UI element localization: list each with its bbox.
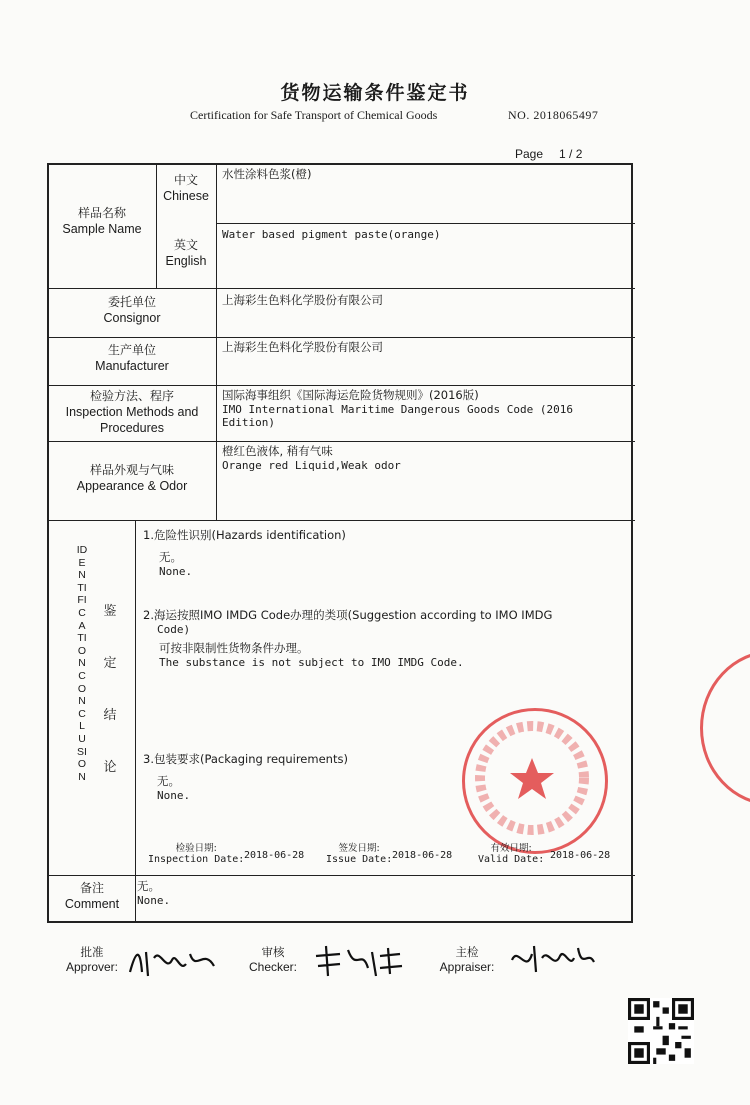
page-label: Page (515, 147, 544, 161)
page-indicator (515, 147, 582, 161)
identification-conclusion-vertical-label: IDENTIFICATION CONCLUSION (76, 544, 88, 783)
inspection-methods-value: 国际海事组织《国际海运危险货物规则》(2016版) IMO International Maritime Dangerous Goods Code (2016 Edition) (222, 388, 573, 429)
manufacturer-label: 生产单位 Manufacturer (95, 343, 169, 373)
document-title-en: Certification for Safe Transport of Chemical Goods (190, 108, 438, 122)
edge-seal-stamp (700, 650, 750, 806)
comment-label: 备注 Comment (64, 881, 120, 911)
comment-value: 无。 None. (137, 879, 171, 907)
inspection-date-value: 2018-06-28 (244, 850, 305, 861)
english-label: 英文 English (165, 238, 207, 268)
checker-label: 审核 Checker: (248, 945, 298, 974)
appraiser-label: 主检 Appraiser: (439, 945, 495, 974)
issue-date-value: 2018-06-28 (392, 850, 453, 861)
conclusion-item-2: 2.海运按照IMO IMDG Code办理的类项(Suggestion according to IMO IMDG Code) 可按非限制性货物条件办理。 The substance is not subject to IMO IMDG Code. (143, 608, 553, 669)
certificate-number: NO. 2018065497 (508, 108, 599, 122)
approver-signature (126, 942, 218, 982)
appearance-odor-label: 样品外观与气味 Appearance & Odor (76, 463, 188, 493)
checker-signature (310, 942, 406, 982)
inspection-methods-label: 检验方法、程序 Inspection Methods and Procedures (65, 389, 199, 435)
issue-date-label: 签发日期: Issue Date: (326, 843, 393, 865)
conclusion-item-3: 3.包装要求(Packaging requirements) 无。 None. (143, 752, 348, 802)
valid-date-label: 有效日期: Valid Date: (478, 843, 545, 865)
conclusion-item-1: 1.危险性识别(Hazards identification) 无。 None. (143, 528, 346, 578)
document-title-cn: 货物运输条件鉴定书 (280, 82, 470, 104)
qr-code-icon (628, 998, 694, 1064)
inspection-date-label: 检验日期: Inspection Date: (148, 843, 245, 865)
sample-name-english-value: Water based pigment paste(orange) (222, 228, 441, 241)
manufacturer-value: 上海彩生色料化学股份有限公司 (222, 340, 383, 354)
appraiser-signature (508, 940, 596, 980)
consignor-value: 上海彩生色料化学股份有限公司 (222, 293, 383, 307)
chinese-label: 中文 Chinese (163, 173, 209, 203)
appearance-odor-value: 橙红色液体, 稍有气味 Orange red Liquid,Weak odor (222, 444, 401, 472)
sample-name-label: 样品名称 Sample Name (62, 206, 142, 236)
conclusion-vertical-cn: 鉴 定 结 论 (103, 604, 117, 775)
page-value: 1 / 2 (559, 147, 583, 161)
consignor-label: 委托单位 Consignor (103, 295, 161, 325)
approver-label: 批准 Approver: (65, 945, 119, 974)
sample-name-chinese-value: 水性涂料色浆(橙) (222, 167, 312, 181)
valid-date-value: 2018-06-28 (550, 850, 611, 861)
hazards-identification-title: 1.危险性识别(Hazards identification) (143, 528, 346, 542)
